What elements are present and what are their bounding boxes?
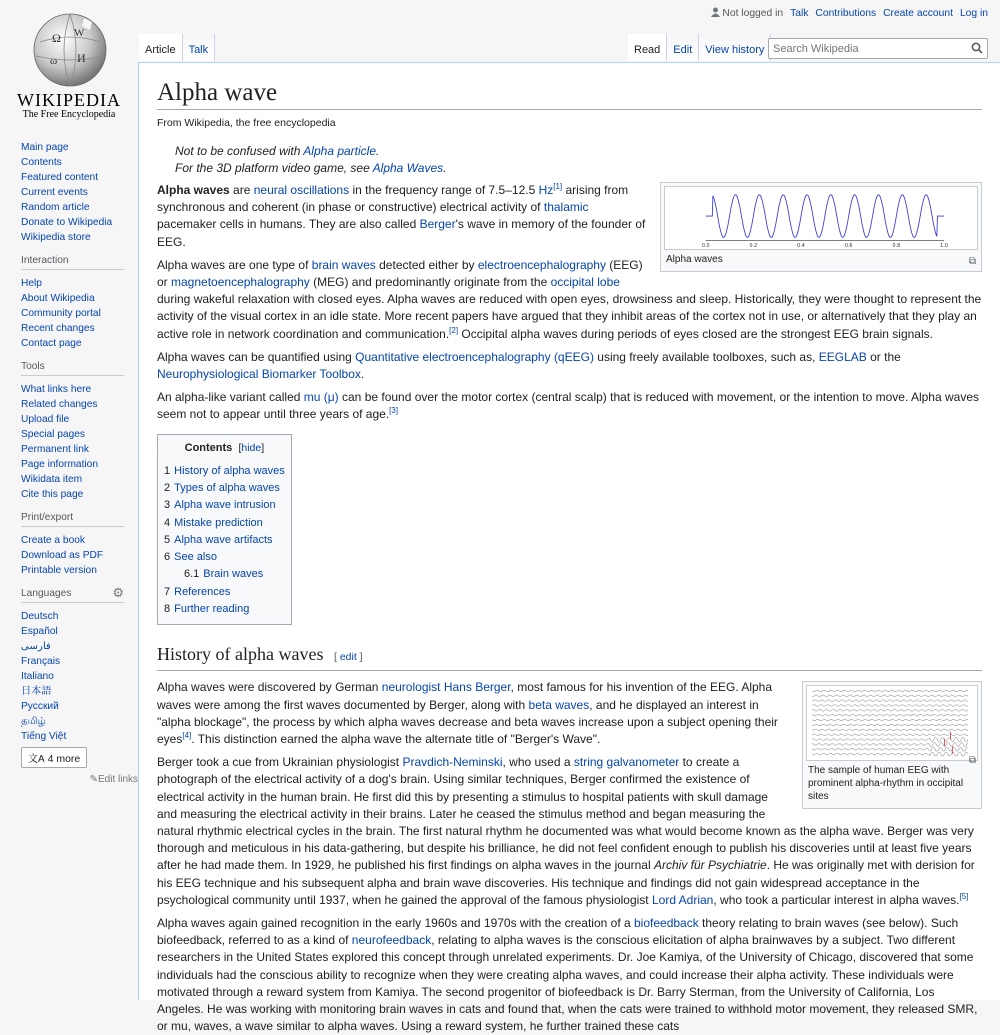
history-paragraph-2: Berger took a cue from Ukrainian physiologist Pravdich-Neminski, who used a string galvanometer to create a photograph of the electrical activity of a dog's brain. Using similar techniques, Berger confirmed the existence of electrical activity in the human brain. He first did this by presenting a stimulus to hospital patients with skull damage and measuring the electrical activity in their brains. Later he ceased the stimulus method and began measuring the natural rhythmic electrical cycles in the brain. The first natural rhythm he documented was what would become known as the alpha wave. Berger was very thorough and meticulous in his data-gathering, but despite his brilliance, he did not feel confident enough to publish his discoveries until at least five years after he had made them. In 1929, he published his first findings on alpha waves in the journal Archiv für Psychiatrie. He was originally met with derision for his EEG technique and his subsequent alpha and brain wave discoveries. His technique and findings did not gain widespread acceptance in the psychological community until 1937, when he gained the approval of the famous physiologist Lord Adrian, who took a particular interest in alpha waves.[5] <box>157 755 975 907</box>
lang-italiano[interactable]: Italiano <box>21 671 54 682</box>
link-qeeg[interactable]: Quantitative electroencephalography (qEEG) <box>355 349 594 364</box>
eeg-trace <box>812 700 968 702</box>
intro-paragraph-4: An alpha-like variant called mu (μ) can be found over the motor cortex (central scalp) that is reduced with movement, or the intention to move. Alpha waves seem not to appear until three years of age.[3] <box>157 390 980 422</box>
axis-tick-label: 0.0 <box>701 244 710 250</box>
eeg-trace <box>812 724 968 726</box>
navigation-portlet <box>0 140 138 245</box>
eeg-trace <box>812 690 968 692</box>
toc-item[interactable]: 7 References <box>164 585 231 598</box>
axis-tick-label: 1.0 <box>940 244 948 250</box>
tool-page-information[interactable]: Page information <box>21 459 99 470</box>
ref-3[interactable]: [3] <box>389 406 399 416</box>
nav-contents[interactable]: Contents <box>21 157 62 168</box>
link-nbt[interactable]: Neurophysiological Biomarker Toolbox <box>157 367 361 382</box>
axis-tick-label: 0.4 <box>797 244 805 250</box>
toc-title: Contents [hide] <box>184 441 265 454</box>
create-account-link[interactable]: Create account <box>883 7 953 19</box>
toc-item[interactable]: 8 Further reading <box>164 603 250 616</box>
eeg-sample-figure <box>802 681 982 809</box>
tab-edit[interactable]: Edit <box>667 34 699 61</box>
languages-portlet <box>0 585 138 785</box>
tool-what-links-here[interactable]: What links here <box>21 384 92 395</box>
toc-item[interactable]: 1 History of alpha waves <box>164 464 285 477</box>
not-logged-in-status: Not logged in <box>711 7 784 19</box>
intro-paragraph-3: Alpha waves can be quantified using Quantitative electroencephalography (qEEG) using freely available toolboxes, such as, EEGLAB or the Neurophysiological Biomarker Toolbox. <box>157 349 901 382</box>
nav-donate[interactable]: Donate to Wikipedia <box>21 217 113 228</box>
eeg-trace <box>812 705 968 707</box>
lang-tamil[interactable]: தமிழ் <box>21 716 46 727</box>
languages-heading: Languages ⚙ <box>21 588 124 603</box>
toc-subitem[interactable]: 6.1 Brain waves <box>184 568 264 581</box>
lang-japanese[interactable]: 日本語 <box>21 686 52 697</box>
tab-read[interactable]: Read <box>628 34 667 61</box>
section-edit-link[interactable]: edit <box>339 651 357 664</box>
link-hz[interactable]: Hz <box>538 183 554 197</box>
section-heading-history: History of alpha waves [ edit ] <box>157 643 982 671</box>
tool-related-changes[interactable]: Related changes <box>21 399 98 410</box>
sidebar <box>0 140 138 795</box>
ref-2[interactable]: [2] <box>449 325 459 335</box>
lang-francais[interactable]: Français <box>21 656 61 667</box>
eeg-trace <box>812 720 968 722</box>
print-create-book[interactable]: Create a book <box>21 535 85 546</box>
axis-tick-label: 0.2 <box>749 244 758 250</box>
toc-item[interactable]: 6 See also 6.1 Brain waves <box>164 549 285 584</box>
wordmark: WIKIPEDIA <box>17 90 121 110</box>
pencil-icon: ✎ <box>89 774 98 785</box>
history-paragraph-1: Alpha waves were discovered by German neurologist Hans Berger, most famous for his invention of the EEG. Alpha waves were among the first waves documented by Berger, along with beta waves, and he displayed an interest in "alpha blockage", the process by which alpha waves decrease and beta waves increase upon a subject opening their eyes[4]. This distinction earned the alpha wave the alternate title of "Berger's Wave". <box>157 680 778 746</box>
eeg-trace <box>812 729 968 731</box>
ref-5[interactable]: [5] <box>959 891 969 901</box>
tool-upload-file[interactable]: Upload file <box>21 414 70 425</box>
ref-4[interactable]: [4] <box>182 730 192 740</box>
eeg-trace <box>812 695 968 697</box>
toc-item[interactable]: 2 Types of alpha waves <box>164 481 280 494</box>
tool-wikidata-item[interactable]: Wikidata item <box>21 474 83 485</box>
interaction-portlet <box>0 255 138 351</box>
nav-contact-page[interactable]: Contact page <box>21 338 82 349</box>
print-download-pdf[interactable]: Download as PDF <box>21 550 104 561</box>
alpha-wave-plot-image[interactable] <box>664 186 978 250</box>
print-printable-version[interactable]: Printable version <box>21 565 97 576</box>
nav-recent-changes[interactable]: Recent changes <box>21 323 95 334</box>
edit-links[interactable]: ✎Edit links <box>89 774 138 785</box>
log-in-link[interactable]: Log in <box>959 7 988 19</box>
link-neural-oscillations[interactable]: neural oscillations <box>253 183 350 197</box>
hatnote: Not to be confused with Alpha particle. For the 3D platform video game, see Alpha Waves. <box>175 144 447 175</box>
link-thalamic[interactable]: thalamic <box>543 200 589 215</box>
enlarge-icon[interactable]: ⧉ <box>968 256 976 267</box>
lang-deutsch[interactable]: Deutsch <box>21 611 59 622</box>
toc-item[interactable]: 3 Alpha wave intrusion <box>164 499 276 512</box>
site-subtitle: From Wikipedia, the free encyclopedia <box>157 117 336 129</box>
svg-text:ω: ω <box>50 55 58 67</box>
search-box <box>768 38 988 59</box>
tools-portlet <box>0 361 138 502</box>
ref-1[interactable]: [1] <box>553 182 563 191</box>
svg-text:W: W <box>74 27 85 39</box>
print-export-heading: Print/export <box>21 512 124 527</box>
alpha-wave-caption: Alpha waves <box>666 254 723 265</box>
tab-view-history[interactable]: View history <box>699 34 771 61</box>
eeg-trace <box>812 753 968 757</box>
toc-item[interactable]: 5 Alpha wave artifacts <box>164 533 273 546</box>
wikipedia-logo[interactable] <box>0 0 138 130</box>
table-of-contents <box>157 434 292 626</box>
link-biofeedback[interactable]: biofeedback <box>634 915 699 930</box>
tool-permanent-link[interactable]: Permanent link <box>21 444 89 455</box>
eeg-trace <box>812 734 968 736</box>
nav-current-events[interactable]: Current events <box>21 187 88 198</box>
link-lord-adrian[interactable]: Lord Adrian <box>651 892 714 907</box>
link-mu[interactable]: mu (μ) <box>303 390 339 405</box>
link-occipital-lobe[interactable]: occipital lobe <box>550 275 620 290</box>
tool-special-pages[interactable]: Special pages <box>21 429 86 440</box>
nav-community-portal[interactable]: Community portal <box>21 308 101 319</box>
enlarge-icon[interactable]: ⧉ <box>968 755 976 767</box>
link-string-galvanometer[interactable]: string galvanometer <box>573 755 680 770</box>
nav-random-article[interactable]: Random article <box>21 202 90 213</box>
interaction-heading: Interaction <box>21 255 124 270</box>
intro-paragraph-1: Alpha waves are neural oscillations in the frequency range of 7.5–12.5 Hz[1] arising from synchronous and coherent (in phase or constructive) electrical activity of thalamic pacemaker cells in humans. They are also called Berger's wave in memory of the founder of EEG. <box>157 182 646 249</box>
toc-hide-link[interactable]: hide <box>241 441 262 454</box>
logo-tagline: The Free Encyclopedia <box>22 109 116 120</box>
link-berger[interactable]: Berger <box>419 217 456 232</box>
hatnote-alpha-waves-game-link[interactable]: Alpha Waves <box>372 161 444 175</box>
page-title: Alpha wave <box>157 79 982 110</box>
translate-icon: 文A <box>28 754 45 765</box>
nav-featured-content[interactable]: Featured content <box>21 172 99 183</box>
eeg-sample-caption: The sample of human EEG with prominent alpha-rhythm in occipital sites <box>808 765 964 803</box>
link-neurologist[interactable]: neurologist <box>381 680 441 695</box>
eeg-trace <box>812 715 968 717</box>
tab-article[interactable]: Article <box>139 34 183 61</box>
view-tabs <box>628 34 771 61</box>
intro-paragraph-2: Alpha waves are one type of brain waves detected either by electroencephalography (EEG) or magnetoencephalography (MEG) and predominantly originate from the occipital lobe during wakeful relaxation with closed eyes. Alpha waves are reduced with open eyes, drowsiness and sleep. Historically, they were thought to represent the activity of the visual cortex in an idle state. More recent papers have argued that they inhibit areas of the cortex not in use, or alternatively that they play an active role in network coordination and communication.[2] Occipital alpha waves during periods of eyes closed are the strongest EEG brain signals. <box>157 257 982 341</box>
search-icon[interactable] <box>971 42 983 54</box>
gear-icon[interactable]: ⚙ <box>112 585 124 600</box>
lang-russian[interactable]: Русский <box>21 701 59 712</box>
lang-farsi[interactable]: فارسی <box>21 641 51 652</box>
link-neurofeedback[interactable]: neurofeedback <box>351 933 432 948</box>
link-beta-waves[interactable]: beta waves <box>528 697 590 712</box>
nav-main-page[interactable]: Main page <box>21 142 69 153</box>
axis-tick-label: 0.8 <box>892 244 901 250</box>
link-eeglab[interactable]: EEGLAB <box>818 349 867 364</box>
lang-vietnamese[interactable]: Tiếng Việt <box>21 731 67 742</box>
link-eeg[interactable]: electroencephalography <box>477 257 606 272</box>
link-meg[interactable]: magnetoencephalography <box>171 275 310 290</box>
user-icon <box>711 7 720 17</box>
search-input[interactable] <box>769 39 964 58</box>
link-brain-waves[interactable]: brain waves <box>311 257 376 272</box>
namespace-tabs <box>139 34 215 61</box>
tool-cite-this-page[interactable]: Cite this page <box>21 489 84 500</box>
contributions-link[interactable]: Contributions <box>815 7 877 19</box>
axis-tick-label: 0.6 <box>844 244 853 250</box>
eeg-sample-image[interactable] <box>806 685 978 761</box>
eeg-trace <box>812 748 968 752</box>
nav-store[interactable]: Wikipedia store <box>21 232 91 243</box>
tools-heading: Tools <box>21 361 124 376</box>
toc-item[interactable]: 4 Mistake prediction <box>164 516 263 529</box>
more-languages-button[interactable]: 文A 4 more <box>21 747 87 768</box>
svg-text:Ω: Ω <box>52 31 61 45</box>
link-pravdich-neminski[interactable]: Pravdich-Neminski <box>402 755 503 770</box>
nav-help[interactable]: Help <box>21 278 42 289</box>
article-content <box>138 62 1000 1034</box>
link-hans-berger[interactable]: Hans Berger <box>443 680 511 695</box>
nav-about[interactable]: About Wikipedia <box>21 293 95 304</box>
hatnote-alpha-particle-link[interactable]: Alpha particle <box>303 144 377 158</box>
history-paragraph-3: Alpha waves again gained recognition in the early 1960s and 1970s with the creation of a biofeedback theory relating to brain waves (see below). Such biofeedback, referred to as a kind of neurofeedback, relating to alpha waves is the conscious elicitation of alpha brainwaves by a subject. Two different researchers in the United States explored this concept through unrelated experiments. Dr. Joe Kamiya, of the University of Chicago, discovered that some individuals had the conscious ability to recognize when they were creating alpha waves, and could increase their alpha activity. These individuals were motivated through a reward system from Kamiya. The second progenitor of biofeedback is Dr. Barry Sterman, from the University of California, Los Angeles. He was working with monitoring brain waves in cats and found that, when the cats were trained to withhold motor movement, they released SMR, or mu, waves, a wave similar to alpha waves. Using a reward system, he further trained these cats <box>157 915 978 1034</box>
eeg-trace <box>812 710 968 712</box>
navigation-list <box>21 140 138 245</box>
personal-tools <box>711 7 988 19</box>
lang-espanol[interactable]: Español <box>21 626 58 637</box>
alpha-wave-figure <box>660 182 982 272</box>
talk-link[interactable]: Talk <box>790 7 809 19</box>
print-export-portlet <box>0 512 138 578</box>
tab-talk[interactable]: Talk <box>183 34 216 61</box>
puzzle-globe-icon <box>32 12 108 88</box>
svg-text:И: И <box>77 51 86 65</box>
